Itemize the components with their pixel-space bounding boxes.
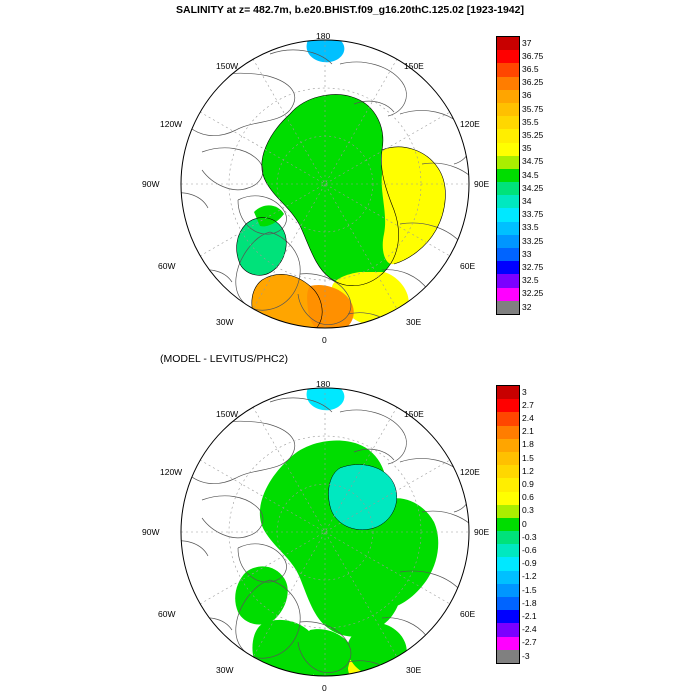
lon-label-0: 0 [322, 335, 327, 345]
colorbar-salinity-tick-12: 34 [522, 196, 532, 206]
colorbar-salinity-swatch-19 [497, 288, 519, 301]
colorbar-difference-tick-3: 2.1 [522, 426, 534, 437]
colorbar-swatches-difference [496, 385, 520, 664]
lon-label-30W-diff: 30W [216, 665, 234, 675]
colorbar-difference-tick-9: 0.3 [522, 505, 534, 516]
colorbar-salinity-tick-14: 33.5 [522, 222, 539, 233]
polar-map-salinity [150, 24, 500, 344]
colorbar-salinity-tick-7: 35.25 [522, 130, 544, 140]
colorbar-salinity-tick-13: 33.75 [522, 209, 544, 220]
colorbar-difference-swatch-20 [497, 650, 519, 663]
colorbar-difference-swatch-18 [497, 623, 519, 636]
figure-subtitle: (MODEL - LEVITUS/PHC2) [160, 353, 288, 365]
lon-label-90E-diff: 90E [474, 527, 490, 537]
colorbar-salinity-tick-5: 35.75 [522, 103, 544, 114]
colorbar-salinity-swatch-7 [497, 129, 519, 142]
colorbar-difference-swatch-11 [497, 531, 519, 544]
colorbar-difference-tick-0: 3 [522, 386, 527, 397]
colorbar-difference-swatch-14 [497, 571, 519, 584]
colorbar-salinity-swatch-4 [497, 90, 519, 103]
diff-region-central-patch [328, 465, 396, 530]
colorbar-difference-swatch-1 [497, 399, 519, 412]
colorbar-salinity-swatch-0 [497, 37, 519, 50]
colorbar-salinity-swatch-16 [497, 248, 519, 261]
lon-label-60W: 60W [158, 261, 176, 271]
colorbar-salinity-swatch-15 [497, 235, 519, 248]
colorbar-salinity-tick-0: 37 [522, 37, 532, 48]
colorbar-difference-swatch-19 [497, 637, 519, 650]
lon-label-60W-diff: 60W [158, 609, 176, 619]
colorbar-difference-tick-19: -2.7 [522, 637, 537, 648]
colorbar-difference-swatch-17 [497, 610, 519, 623]
colorbar-difference-swatch-9 [497, 505, 519, 518]
colorbar-salinity-swatch-1 [497, 50, 519, 63]
lon-label-150W: 150W [216, 61, 239, 71]
colorbar-salinity-swatch-2 [497, 63, 519, 76]
lon-label-120E: 120E [460, 119, 480, 129]
colorbar-salinity-swatch-12 [497, 195, 519, 208]
colorbar-salinity-swatch-17 [497, 261, 519, 274]
panel-salinity [142, 24, 500, 345]
colorbar-difference-tick-1: 2.7 [522, 399, 534, 410]
colorbar-difference-tick-18: -2.4 [522, 624, 537, 635]
polar-map-difference [150, 372, 500, 692]
figure-title: SALINITY at z= 482.7m, b.e20.BHIST.f09_g16.20thC.125.02 [1923-1942] [176, 4, 524, 16]
colorbar-salinity-swatch-20 [497, 301, 519, 314]
colorbar-difference-tick-14: -1.2 [522, 571, 537, 582]
colorbar-salinity-swatch-5 [497, 103, 519, 116]
colorbar-salinity-swatch-6 [497, 116, 519, 129]
colorbar-difference-tick-11: -0.3 [522, 531, 537, 542]
colorbar-difference-swatch-3 [497, 426, 519, 439]
colorbar-difference-tick-16: -1.8 [522, 597, 537, 608]
colorbar-salinity-tick-6: 35.5 [522, 116, 539, 127]
colorbar-difference-tick-13: -0.9 [522, 558, 537, 569]
colorbar-salinity-tick-8: 35 [522, 143, 532, 154]
lon-label-30E: 30E [406, 317, 422, 327]
colorbar-salinity-tick-11: 34.25 [522, 182, 544, 193]
colorbar-difference-swatch-6 [497, 465, 519, 478]
lon-label-60E: 60E [460, 261, 476, 271]
colorbar-difference-tick-10: 0 [522, 518, 527, 529]
colorbar-difference-tick-2: 2.4 [522, 413, 534, 423]
lon-label-90E: 90E [474, 179, 490, 189]
lon-label-120E-diff: 120E [460, 467, 480, 477]
colorbar-difference-tick-6: 1.2 [522, 465, 534, 476]
colorbar-difference-swatch-13 [497, 557, 519, 570]
colorbar-salinity [496, 36, 566, 316]
colorbar-salinity-swatch-10 [497, 169, 519, 182]
lon-label-90W-diff: 90W [142, 527, 160, 537]
colorbar-difference-swatch-4 [497, 439, 519, 452]
lon-label-150E-diff: 150E [404, 409, 424, 419]
colorbar-salinity-tick-2: 36.5 [522, 64, 539, 74]
colorbar-difference-swatch-5 [497, 452, 519, 465]
colorbar-salinity-tick-4: 36 [522, 90, 532, 101]
colorbar-salinity-swatch-14 [497, 222, 519, 235]
lon-label-30W: 30W [216, 317, 234, 327]
colorbar-difference-tick-20: -3 [522, 650, 530, 661]
lon-label-150E: 150E [404, 61, 424, 71]
panel-difference [142, 372, 500, 693]
colorbar-salinity-tick-3: 36.25 [522, 77, 544, 88]
colorbar-salinity-tick-15: 33.25 [522, 235, 544, 246]
colorbar-salinity-swatch-18 [497, 274, 519, 287]
lon-label-0-diff: 0 [322, 683, 327, 693]
lon-label-180-top: 180 [316, 31, 331, 41]
lon-label-30E-diff: 30E [406, 665, 422, 675]
colorbar-difference-tick-7: 0.9 [522, 479, 534, 489]
colorbar-salinity-tick-19: 32.25 [522, 288, 544, 299]
colorbar-difference [496, 385, 566, 665]
colorbar-difference-swatch-2 [497, 412, 519, 425]
colorbar-difference-swatch-10 [497, 518, 519, 531]
colorbar-difference-tick-4: 1.8 [522, 439, 534, 450]
colorbar-salinity-tick-17: 32.75 [522, 262, 544, 272]
lon-label-150W-diff: 150W [216, 409, 239, 419]
lon-label-90W: 90W [142, 179, 160, 189]
lon-label-120W-diff: 120W [160, 467, 183, 477]
colorbar-salinity-swatch-8 [497, 143, 519, 156]
colorbar-salinity-swatch-3 [497, 77, 519, 90]
colorbar-salinity-swatch-11 [497, 182, 519, 195]
colorbar-difference-swatch-0 [497, 386, 519, 399]
colorbar-difference-swatch-16 [497, 597, 519, 610]
colorbar-difference-tick-12: -0.6 [522, 545, 537, 555]
colorbar-difference-tick-5: 1.5 [522, 452, 534, 463]
colorbar-difference-swatch-15 [497, 584, 519, 597]
colorbar-salinity-tick-10: 34.5 [522, 169, 539, 180]
colorbar-difference-swatch-7 [497, 478, 519, 491]
colorbar-salinity-tick-9: 34.75 [522, 156, 544, 167]
colorbar-difference-swatch-12 [497, 544, 519, 557]
colorbar-difference-tick-8: 0.6 [522, 492, 534, 503]
lon-label-60E-diff: 60E [460, 609, 476, 619]
lon-label-180-top-diff: 180 [316, 379, 331, 389]
colorbar-salinity-tick-1: 36.75 [522, 50, 544, 61]
lon-label-120W: 120W [160, 119, 183, 129]
colorbar-salinity-tick-20: 32 [522, 301, 532, 312]
colorbar-salinity-tick-16: 33 [522, 248, 532, 259]
colorbar-salinity-tick-18: 32.5 [522, 275, 539, 286]
colorbar-salinity-swatch-9 [497, 156, 519, 169]
colorbar-difference-tick-15: -1.5 [522, 584, 537, 595]
colorbar-difference-swatch-8 [497, 492, 519, 505]
colorbar-salinity-swatch-13 [497, 208, 519, 221]
colorbar-difference-tick-17: -2.1 [522, 611, 537, 621]
colorbar-swatches-salinity [496, 36, 520, 315]
